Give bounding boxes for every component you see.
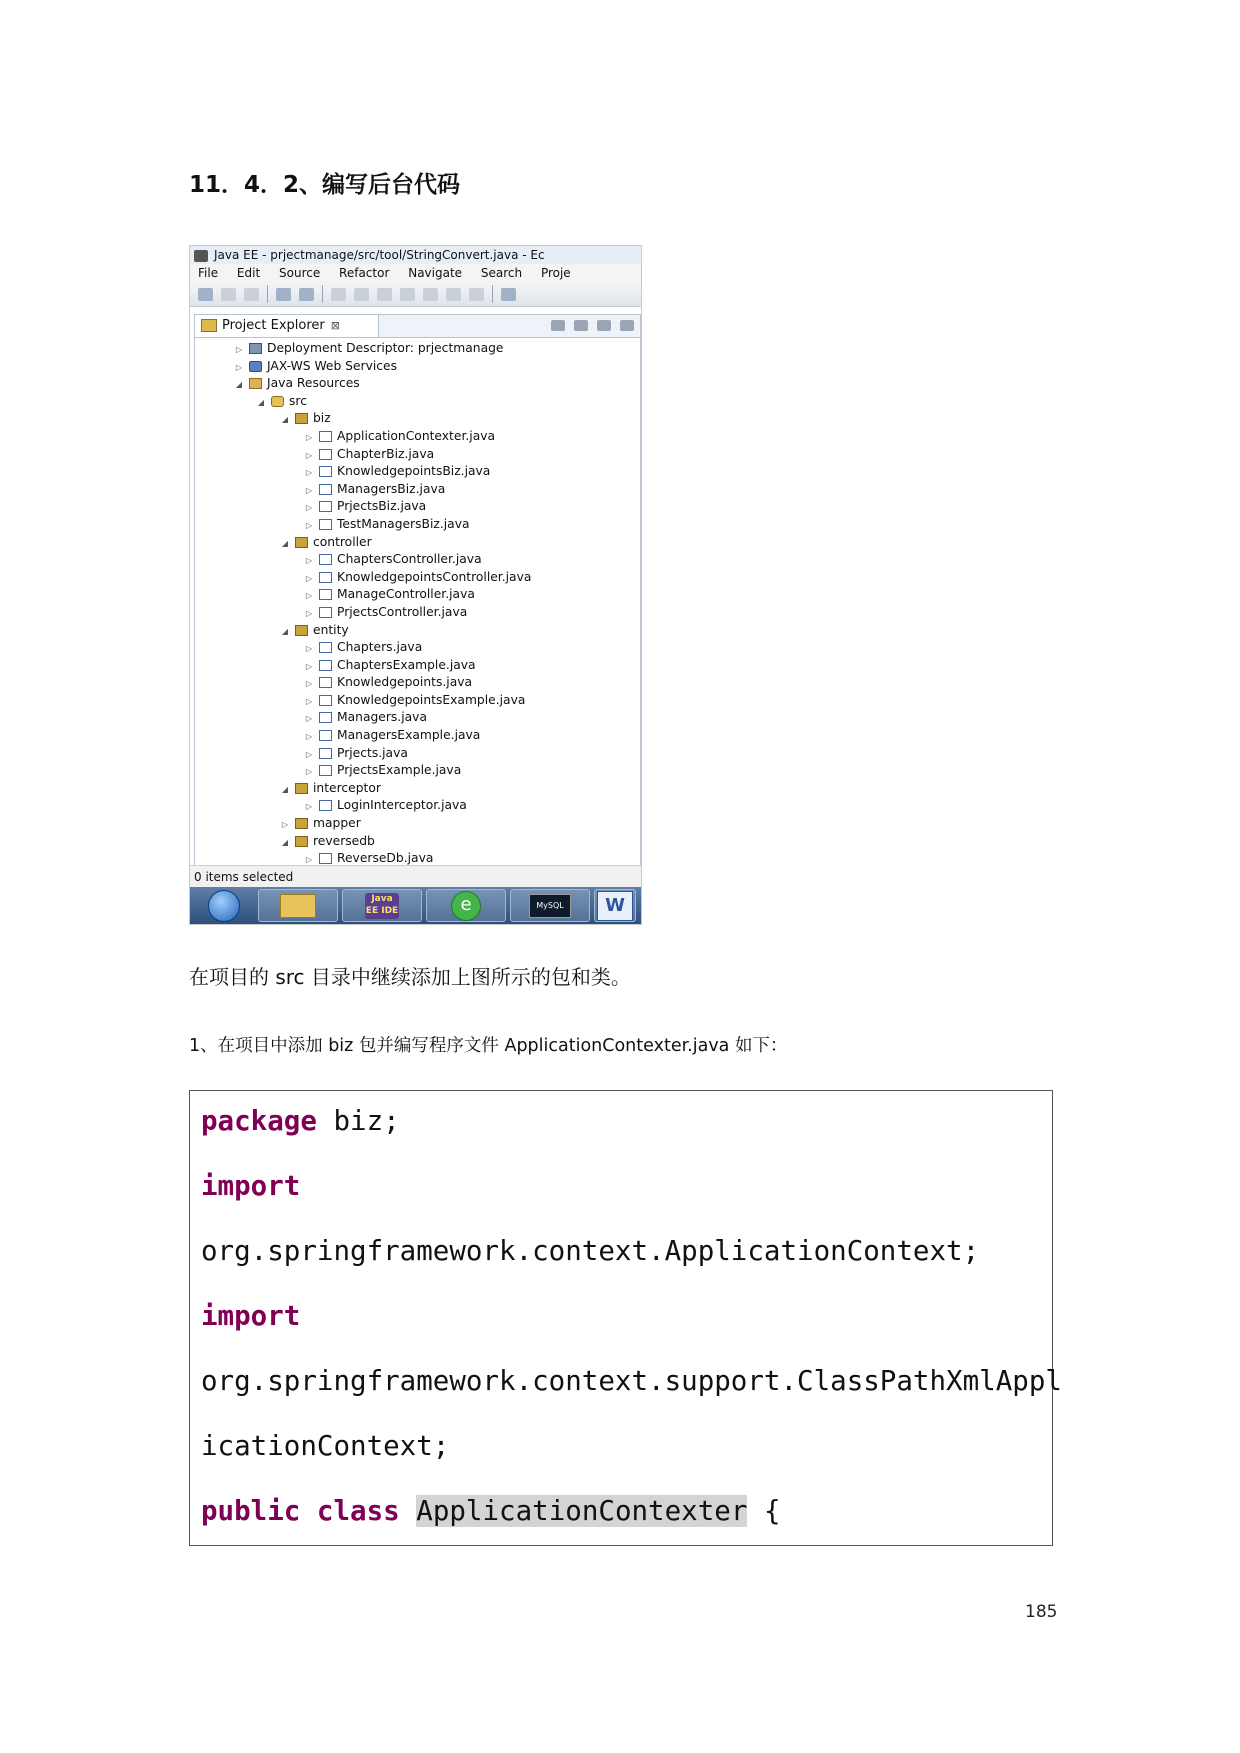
tree-item[interactable] xyxy=(195,622,640,640)
browser-icon: e xyxy=(451,891,481,921)
taskbar-explorer[interactable] xyxy=(258,889,338,922)
tree-item[interactable] xyxy=(195,551,640,569)
java-file-icon xyxy=(319,642,332,653)
resume-icon[interactable] xyxy=(331,288,346,301)
package-icon xyxy=(295,836,308,847)
step-return-icon[interactable] xyxy=(469,288,484,301)
mysql-icon: MySQL xyxy=(529,894,571,918)
java-file-icon xyxy=(319,449,332,460)
word-icon: W xyxy=(597,891,633,921)
expand-arrow-icon[interactable]: ▷ xyxy=(281,820,289,830)
menu-overflow-icon[interactable] xyxy=(501,288,516,301)
tree-item[interactable] xyxy=(195,604,640,622)
expand-arrow-icon[interactable]: ▷ xyxy=(305,432,313,442)
java-file-icon xyxy=(319,677,332,688)
expand-arrow-icon[interactable]: ▷ xyxy=(305,485,313,495)
tree-item-label: KnowledgepointsBiz.java xyxy=(337,464,491,479)
tree-item-label: KnowledgepointsController.java xyxy=(337,569,532,584)
tree-item[interactable] xyxy=(195,657,640,675)
menu-bar xyxy=(190,264,641,282)
collapse-arrow-icon[interactable]: ◢ xyxy=(281,538,289,548)
code-line-4 xyxy=(201,1300,300,1332)
code-line-1 xyxy=(201,1105,400,1137)
menu-navigate[interactable]: Navigate xyxy=(408,266,463,280)
expand-arrow-icon[interactable]: ▷ xyxy=(305,679,313,689)
page-number: 185 xyxy=(1025,1602,1058,1622)
tree-item[interactable] xyxy=(195,586,640,604)
code-line-5: org.springframework.context.support.ClassPathXmlAppl xyxy=(201,1365,1062,1397)
tree-item[interactable] xyxy=(195,340,640,358)
tree-item-label: mapper xyxy=(313,816,361,831)
tree-item[interactable] xyxy=(195,410,640,428)
java-file-icon xyxy=(319,712,332,723)
tree-item-label: ChaptersController.java xyxy=(337,552,482,567)
expand-arrow-icon[interactable]: ▷ xyxy=(305,450,313,460)
disconnect-icon[interactable] xyxy=(400,288,415,301)
folder-icon xyxy=(280,894,316,918)
expand-arrow-icon[interactable]: ▷ xyxy=(305,749,313,759)
collapse-arrow-icon[interactable]: ◢ xyxy=(281,626,289,636)
code-keyword: import xyxy=(201,1300,301,1332)
code-keyword: import xyxy=(201,1170,301,1202)
java-file-icon xyxy=(319,765,332,776)
expand-arrow-icon[interactable]: ▷ xyxy=(305,608,313,618)
save-icon[interactable] xyxy=(221,288,236,301)
tree-item[interactable] xyxy=(195,516,640,534)
expand-arrow-icon[interactable]: ▷ xyxy=(305,573,313,583)
view-title: Project Explorer xyxy=(222,318,325,333)
tree-item-label: PrjectsBiz.java xyxy=(337,499,427,514)
tree-item[interactable] xyxy=(195,797,640,815)
expand-arrow-icon[interactable]: ▷ xyxy=(305,661,313,671)
section-heading: 11．4．2、编写后台代码 xyxy=(189,172,461,198)
window-titlebar xyxy=(190,246,641,264)
tree-item-label: ChaptersExample.java xyxy=(337,657,476,672)
java-file-icon xyxy=(319,501,332,512)
tree-item[interactable] xyxy=(195,481,640,499)
expand-arrow-icon[interactable]: ▷ xyxy=(235,345,243,354)
java-file-icon xyxy=(319,853,332,864)
skip-breakpoints-icon[interactable] xyxy=(299,288,314,301)
expand-arrow-icon[interactable]: ▷ xyxy=(305,696,313,706)
tree-item[interactable] xyxy=(195,569,640,587)
web-services-icon xyxy=(249,361,262,372)
menu-edit[interactable]: Edit xyxy=(236,266,261,280)
code-block xyxy=(189,1090,1062,1546)
tree-item-label: src xyxy=(289,393,307,408)
toolbar-separator xyxy=(322,285,323,303)
java-file-icon xyxy=(319,730,332,741)
tree-item-label: ChapterBiz.java xyxy=(337,446,435,461)
code-line-7 xyxy=(201,1495,781,1527)
code-keyword: package xyxy=(201,1105,317,1137)
java-file-icon xyxy=(319,800,332,811)
open-console-icon[interactable] xyxy=(276,288,291,301)
tree-item[interactable] xyxy=(195,815,640,833)
collapse-arrow-icon[interactable]: ◢ xyxy=(257,397,265,407)
tree-item[interactable] xyxy=(195,534,640,552)
tree-item[interactable] xyxy=(195,375,640,393)
project-explorer-icon xyxy=(201,319,217,332)
tree-item[interactable] xyxy=(195,446,640,464)
tree-item-label: Prjects.java xyxy=(337,745,408,760)
package-icon xyxy=(295,783,308,794)
code-text: { xyxy=(747,1495,781,1527)
java-file-icon xyxy=(319,572,332,583)
java-file-icon xyxy=(319,589,332,600)
expand-arrow-icon[interactable]: ▷ xyxy=(235,362,243,372)
step-over-icon[interactable] xyxy=(446,288,461,301)
package-icon xyxy=(295,413,308,424)
java-ee-icon: Java EE IDE xyxy=(365,893,399,919)
expand-arrow-icon[interactable]: ▷ xyxy=(305,644,313,654)
tree-item[interactable] xyxy=(195,833,640,851)
window-title: Java EE - prjectmanage/src/tool/StringConvert.java - Ec xyxy=(214,248,545,262)
java-file-icon xyxy=(319,660,332,671)
tree-item[interactable] xyxy=(195,358,640,376)
java-file-icon xyxy=(319,554,332,565)
status-bar: 0 items selected xyxy=(190,865,642,888)
taskbar-browser[interactable] xyxy=(426,889,506,922)
tree-item-label: Chapters.java xyxy=(337,640,423,655)
expand-arrow-icon[interactable]: ▷ xyxy=(305,556,313,566)
source-folder-icon xyxy=(271,396,284,407)
collapse-arrow-icon[interactable]: ◢ xyxy=(235,380,243,390)
java-file-icon xyxy=(319,466,332,477)
tree-item-label: ManagersBiz.java xyxy=(337,481,446,496)
java-file-icon xyxy=(319,607,332,618)
tree-item[interactable] xyxy=(195,674,640,692)
tree-item[interactable] xyxy=(195,745,640,763)
tree-item-label: reversedb xyxy=(313,833,375,848)
tree-item-label: LoginInterceptor.java xyxy=(337,798,467,813)
menu-project[interactable]: Proje xyxy=(540,266,571,280)
tree-item-label: entity xyxy=(313,622,349,637)
tree-item-label: interceptor xyxy=(313,780,381,795)
tree-item-label: biz xyxy=(313,411,331,426)
tree-item[interactable] xyxy=(195,709,640,727)
collapse-arrow-icon[interactable]: ◢ xyxy=(281,415,289,425)
expand-arrow-icon[interactable]: ▷ xyxy=(305,714,313,724)
toolbar-separator xyxy=(267,285,268,303)
close-icon[interactable]: ⊠ xyxy=(330,319,340,332)
tree-item-label: Java Resources xyxy=(267,376,360,391)
tree-item-label: Deployment Descriptor: prjectmanage xyxy=(267,341,504,355)
toolbar xyxy=(190,282,641,307)
java-file-icon xyxy=(319,519,332,530)
code-keyword: class xyxy=(316,1495,400,1527)
expand-arrow-icon[interactable]: ▷ xyxy=(305,520,313,530)
java-file-icon xyxy=(319,695,332,706)
tree-item[interactable] xyxy=(195,727,640,745)
save-all-icon[interactable] xyxy=(244,288,259,301)
expand-arrow-icon[interactable]: ▷ xyxy=(305,802,313,812)
java-resources-icon xyxy=(249,378,262,389)
menu-file[interactable]: File xyxy=(198,266,219,280)
menu-source[interactable]: Source xyxy=(279,266,321,280)
tree-item[interactable] xyxy=(195,393,640,411)
windows-taskbar xyxy=(190,887,642,924)
taskbar-word[interactable] xyxy=(594,889,636,922)
tree-item-label: PrjectsController.java xyxy=(337,604,468,619)
tree-item-label: Knowledgepoints.java xyxy=(337,675,473,690)
tree-item[interactable] xyxy=(195,692,640,710)
step-into-icon[interactable] xyxy=(423,288,438,301)
windows-orb-icon xyxy=(208,890,240,922)
class-name-highlight: ApplicationContexter xyxy=(416,1495,748,1527)
deployment-descriptor-icon xyxy=(249,343,262,354)
view-toolbar xyxy=(551,320,634,331)
taskbar-mysql[interactable] xyxy=(510,889,590,922)
eclipse-app-icon xyxy=(194,250,208,262)
collapse-arrow-icon[interactable]: ◢ xyxy=(281,784,289,794)
taskbar-java-ee[interactable] xyxy=(342,889,422,922)
project-explorer-view xyxy=(194,314,641,866)
start-button[interactable] xyxy=(194,890,254,921)
new-wizard-icon[interactable] xyxy=(198,288,213,301)
link-with-editor-icon[interactable] xyxy=(574,320,588,331)
expand-arrow-icon[interactable]: ▷ xyxy=(305,503,313,513)
view-menu-icon[interactable] xyxy=(597,320,611,331)
code-keyword: public xyxy=(201,1495,301,1527)
project-tree xyxy=(195,338,640,868)
expand-arrow-icon[interactable]: ▷ xyxy=(305,591,313,601)
expand-arrow-icon[interactable]: ▷ xyxy=(305,855,313,865)
code-text: biz; xyxy=(316,1105,400,1137)
tree-item-label: TestManagersBiz.java xyxy=(337,516,470,531)
tree-item-label: Managers.java xyxy=(337,710,427,725)
tree-item-label: ApplicationContexter.java xyxy=(337,428,496,443)
code-line-3: org.springframework.context.ApplicationContext; xyxy=(201,1235,980,1267)
tree-item-label: PrjectsExample.java xyxy=(337,763,462,778)
tree-item[interactable] xyxy=(195,428,640,446)
menu-refactor[interactable]: Refactor xyxy=(339,266,390,280)
expand-arrow-icon[interactable]: ▷ xyxy=(305,732,313,742)
package-icon xyxy=(295,818,308,829)
package-icon xyxy=(295,625,308,636)
package-icon xyxy=(295,537,308,548)
tab-project-explorer[interactable] xyxy=(195,315,379,337)
minimize-icon[interactable] xyxy=(620,320,634,331)
paragraph-1: 在项目的 src 目录中继续添加上图所示的包和类。 xyxy=(189,965,631,989)
expand-arrow-icon[interactable]: ▷ xyxy=(305,767,313,777)
tree-item-label: JAX-WS Web Services xyxy=(267,358,398,373)
tree-item-label: KnowledgepointsExample.java xyxy=(337,692,526,707)
code-line-2 xyxy=(201,1170,300,1202)
code-line-6: icationContext; xyxy=(201,1430,450,1462)
view-tab-bar xyxy=(195,315,640,338)
expand-arrow-icon[interactable]: ▷ xyxy=(305,468,313,478)
tree-item[interactable] xyxy=(195,463,640,481)
java-file-icon xyxy=(319,748,332,759)
tree-item-label: ManageController.java xyxy=(337,587,475,602)
tree-item[interactable] xyxy=(195,639,640,657)
suspend-icon[interactable] xyxy=(354,288,369,301)
menu-search[interactable]: Search xyxy=(480,266,523,280)
tree-item[interactable] xyxy=(195,498,640,516)
java-file-icon xyxy=(319,484,332,495)
eclipse-screenshot xyxy=(189,245,642,925)
paragraph-2: 1、在项目中添加 biz 包并编写程序文件 ApplicationContexter.java 如下： xyxy=(189,1036,788,1056)
tree-item-label: ManagersExample.java xyxy=(337,728,481,743)
collapse-arrow-icon[interactable]: ◢ xyxy=(281,837,289,847)
tree-item[interactable] xyxy=(195,762,640,780)
tree-item-label: controller xyxy=(313,534,372,549)
terminate-icon[interactable] xyxy=(377,288,392,301)
tree-item[interactable] xyxy=(195,780,640,798)
toolbar-separator xyxy=(492,285,493,303)
collapse-all-icon[interactable] xyxy=(551,320,565,331)
tree-item-label: ReverseDb.java xyxy=(337,851,434,866)
java-file-icon xyxy=(319,431,332,442)
